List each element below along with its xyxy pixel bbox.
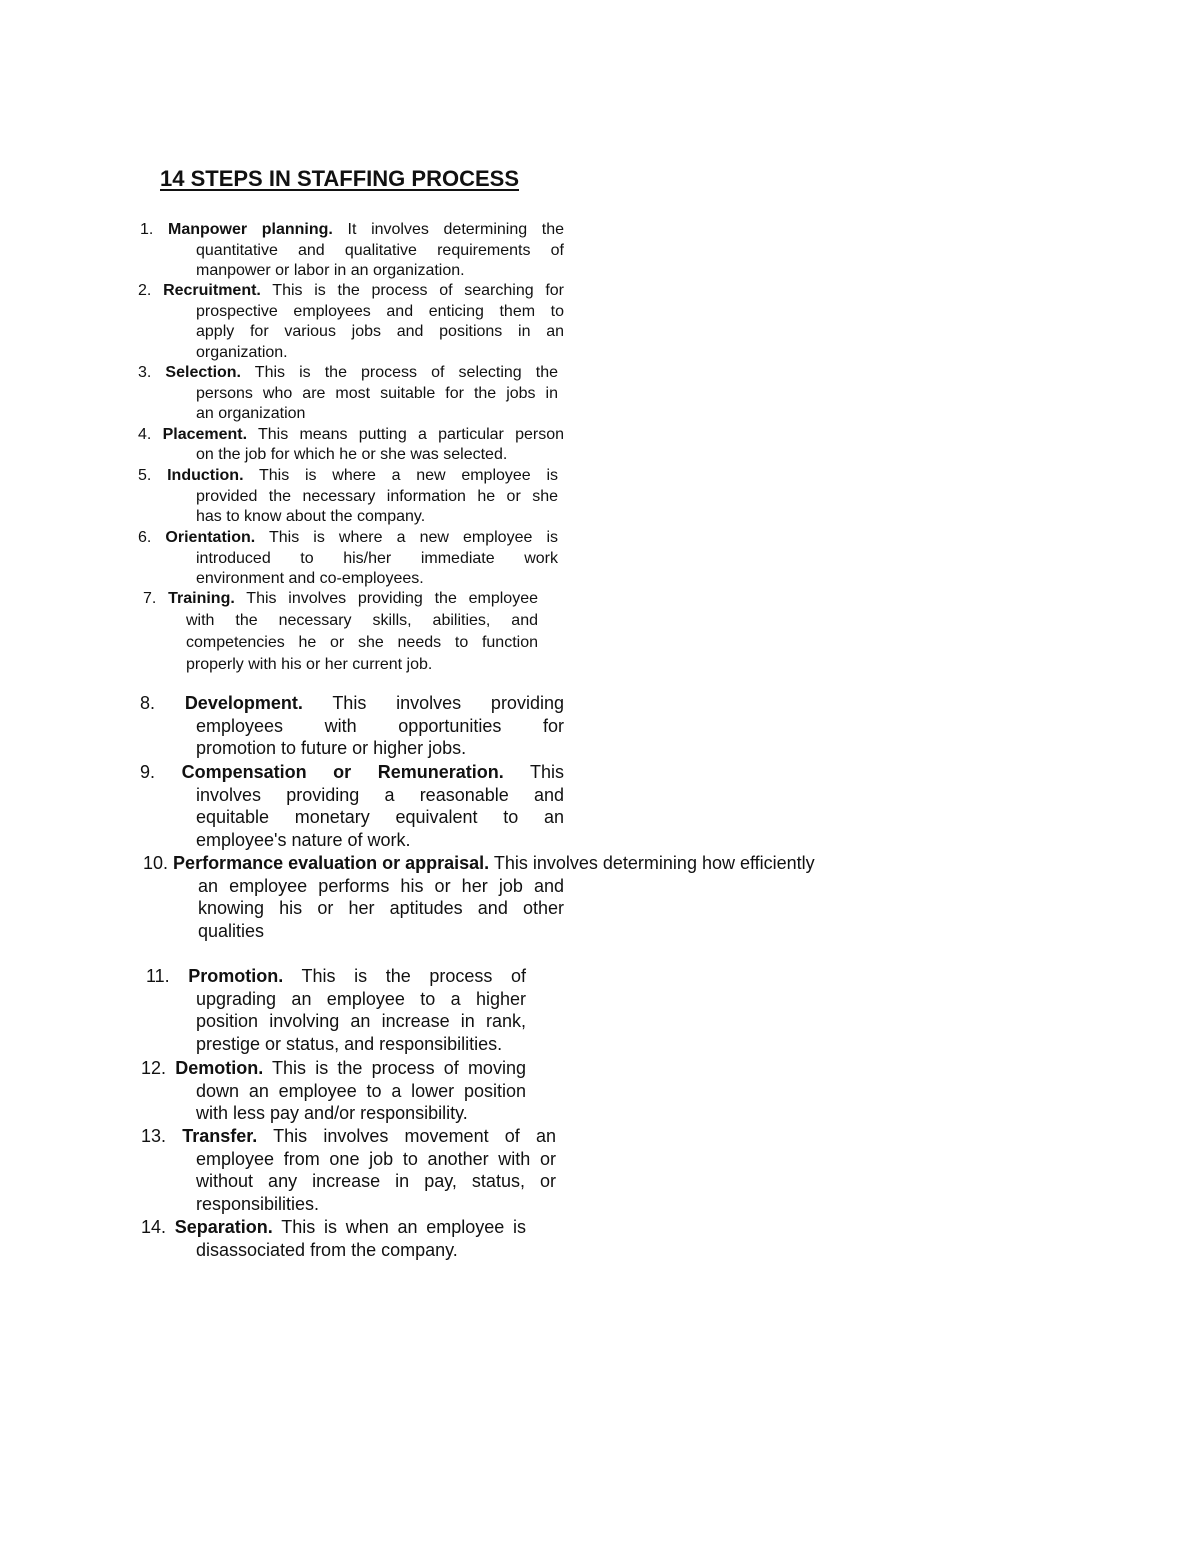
step-text-line: This is the process of moving xyxy=(272,1058,526,1078)
step-text-line: This involves determining how efficiently xyxy=(493,853,815,873)
step-text-line: knowing his or her aptitudes and other xyxy=(198,898,564,918)
step-number: 14. xyxy=(141,1217,167,1237)
step-item-9 xyxy=(140,761,564,783)
step-term: Promotion. xyxy=(188,966,284,986)
step-text-line: This is the process of searching for xyxy=(272,282,565,299)
step-number: 6. xyxy=(138,529,152,546)
step-text-line: prospective employees and enticing them to xyxy=(196,302,564,320)
step-text-line: This is where a new employee is xyxy=(259,467,559,484)
step-text-line: This involves providing xyxy=(332,693,564,713)
step-text-line: with the necessary skills, abilities, and xyxy=(186,612,538,629)
step-text-line: quantitative and qualitative requirements of xyxy=(196,241,564,259)
step-item-3 xyxy=(138,363,558,383)
step-text-line: This xyxy=(529,762,564,782)
step-text-line: This involves movement of an xyxy=(273,1126,556,1146)
step-text-line: employees with opportunities for xyxy=(196,715,564,736)
step-text-line: This means putting a particular person xyxy=(258,426,565,443)
step-number: 1. xyxy=(140,221,154,238)
step-text-line: This is where a new employee is xyxy=(269,529,558,546)
step-text-line: introduced to his/her immediate work xyxy=(196,549,558,567)
step-text-line: competencies he or she needs to function xyxy=(186,634,538,651)
step-term: Separation. xyxy=(174,1217,273,1237)
step-term: Performance evaluation or appraisal. xyxy=(173,853,490,873)
step-text-line: on the job for which he or she was selected. xyxy=(196,446,508,463)
step-text-line: without any increase in pay, status, or xyxy=(196,1171,556,1191)
step-term: Recruitment. xyxy=(163,282,261,299)
step-number: 8. xyxy=(140,693,156,713)
step-item-5 xyxy=(138,466,558,486)
step-text-line: apply for various jobs and positions in an xyxy=(196,323,564,340)
step-text-line: involves providing a reasonable and xyxy=(196,784,564,805)
step-text-line: an organization xyxy=(196,405,306,422)
step-number: 7. xyxy=(143,590,157,607)
step-text-line: equitable monetary equivalent to an xyxy=(196,807,564,827)
step-text-line: has to know about the company. xyxy=(196,508,426,525)
step-text-line: persons who are most suitable for the jobs in xyxy=(196,384,558,402)
step-text-line: employee from one job to another with or xyxy=(196,1148,556,1169)
step-term: Transfer. xyxy=(182,1126,258,1146)
step-term: Training. xyxy=(168,590,235,607)
step-term: Demotion. xyxy=(175,1058,264,1078)
step-item-4 xyxy=(138,425,564,445)
step-item-11 xyxy=(146,965,526,987)
step-text-line: organization. xyxy=(196,343,288,361)
step-item-12 xyxy=(141,1057,526,1079)
step-item-6 xyxy=(138,528,558,548)
step-term: Compensation or Remuneration. xyxy=(181,762,504,782)
step-term: Development. xyxy=(184,693,303,713)
step-item-1 xyxy=(140,220,564,240)
step-text-line: properly with his or her current job. xyxy=(186,656,433,673)
step-number: 9. xyxy=(140,762,156,782)
step-text-line: It involves determining the xyxy=(347,221,565,238)
step-text-line: promotion to future or higher jobs. xyxy=(196,738,467,758)
step-item-10 xyxy=(143,852,815,874)
step-text-line: This is the process of xyxy=(301,966,526,986)
step-text-line: This is the process of selecting the xyxy=(254,364,559,381)
step-text-line: responsibilities. xyxy=(196,1193,320,1214)
step-item-13 xyxy=(141,1125,556,1147)
step-term: Selection. xyxy=(165,364,241,381)
step-item-14 xyxy=(141,1216,526,1238)
step-text-line: disassociated from the company. xyxy=(196,1239,458,1260)
step-text-line: prestige or status, and responsibilities. xyxy=(196,1033,503,1054)
step-term: Manpower planning. xyxy=(168,221,333,238)
step-item-8 xyxy=(140,692,564,714)
step-number: 13. xyxy=(141,1126,167,1146)
step-text-line: provided the necessary information he or she xyxy=(196,487,558,505)
step-text-line: position involving an increase in rank, xyxy=(196,1011,526,1031)
step-item-7 xyxy=(143,589,538,609)
step-item-2 xyxy=(138,281,564,301)
step-text-line: employee's nature of work. xyxy=(196,829,411,850)
step-text-line: with less pay and/or responsibility. xyxy=(196,1103,468,1123)
step-number: 11. xyxy=(146,966,170,986)
step-number: 4. xyxy=(138,426,152,443)
step-term: Placement. xyxy=(162,426,248,443)
step-text-line: This involves providing the employee xyxy=(246,590,538,607)
step-number: 5. xyxy=(138,467,152,484)
step-text-line: an employee performs his or her job and xyxy=(198,875,564,896)
step-text-line: down an employee to a lower position xyxy=(196,1080,526,1101)
step-text-line: environment and co-employees. xyxy=(196,570,424,587)
step-number: 10. xyxy=(143,853,169,873)
step-number: 2. xyxy=(138,282,152,299)
step-text-line: This is when an employee is xyxy=(281,1217,526,1237)
page-title: 14 STEPS IN STAFFING PROCESS xyxy=(160,166,519,191)
step-text-line: manpower or labor in an organization. xyxy=(196,262,465,279)
step-number: 3. xyxy=(138,364,152,381)
step-text-line: upgrading an employee to a higher xyxy=(196,988,526,1009)
step-term: Orientation. xyxy=(165,529,256,546)
step-term: Induction. xyxy=(167,467,244,484)
step-number: 12. xyxy=(141,1058,167,1078)
step-text-line: qualities xyxy=(198,920,265,941)
